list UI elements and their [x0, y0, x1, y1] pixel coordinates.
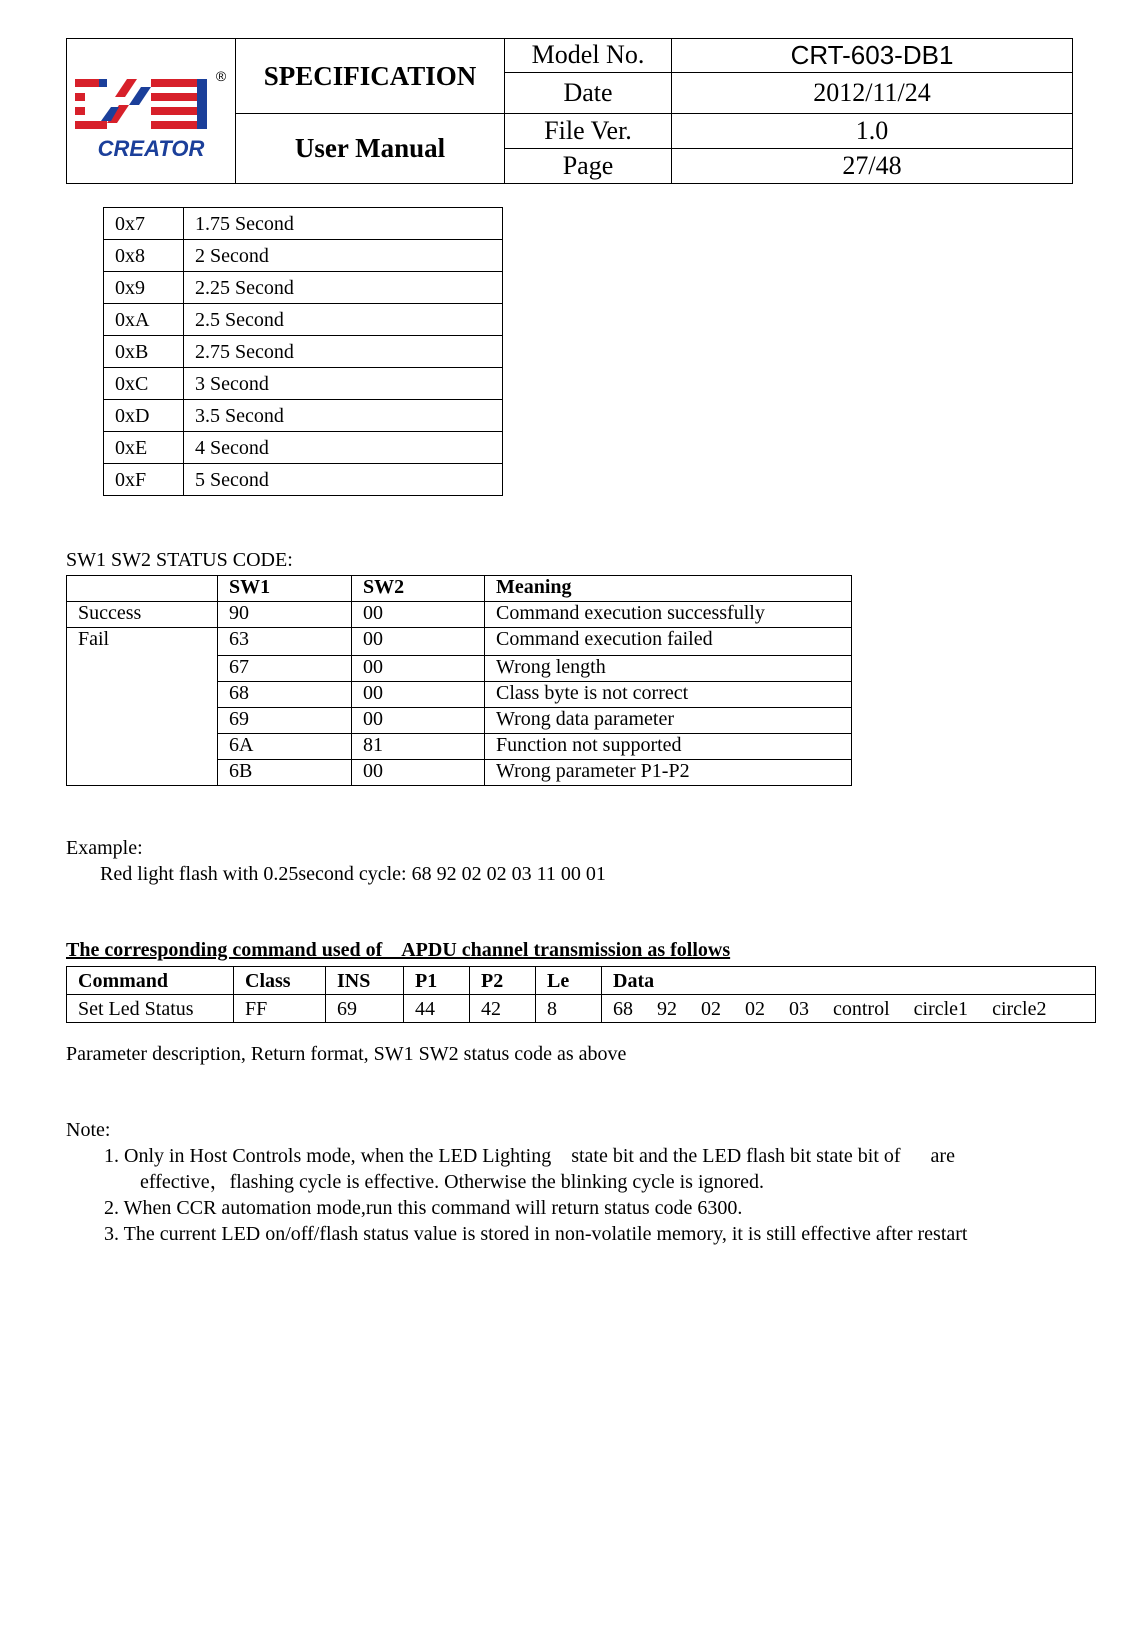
sw2-value: 00: [352, 602, 485, 628]
param-description: Parameter description, Return format, SW1 SW2 status code as above: [66, 1043, 627, 1065]
p1-value: 44: [404, 995, 470, 1023]
cycle-code: 0xC: [104, 368, 184, 400]
table-row: [104, 240, 503, 272]
cycle-code: 0xF: [104, 464, 184, 496]
column-header: Meaning: [485, 576, 852, 602]
data-byte: circle1: [913, 997, 969, 1020]
cycle-time: 5 Second: [184, 464, 503, 496]
table-header-row: [67, 576, 852, 602]
meaning-value: Class byte is not correct: [485, 682, 852, 708]
date-value: 2012/11/24: [672, 72, 1073, 113]
sw1-value: 67: [218, 656, 352, 682]
meaning-value: Command execution successfully: [485, 602, 852, 628]
class-value: FF: [234, 995, 326, 1023]
result-label: Fail: [67, 628, 218, 786]
sw1-value: 63: [218, 628, 352, 656]
sw2-value: 00: [352, 628, 485, 656]
column-header: SW2: [352, 576, 485, 602]
cycle-code: 0xB: [104, 336, 184, 368]
note-item: 3. The current LED on/off/flash status value is stored in non-volatile memory, it is still effective after restart: [104, 1223, 968, 1245]
data-byte: 92: [657, 997, 677, 1020]
note-item-continued: effective，flashing cycle is effective. Otherwise the blinking cycle is ignored.: [140, 1171, 765, 1193]
registered-mark: ®: [215, 67, 227, 84]
meaning-value: Command execution failed: [485, 628, 852, 656]
cycle-time: 2.75 Second: [184, 336, 503, 368]
company-logo: [67, 39, 236, 184]
cycle-code: 0xE: [104, 432, 184, 464]
cycle-time: 2.25 Second: [184, 272, 503, 304]
column-header: SW1: [218, 576, 352, 602]
page-label: Page: [505, 149, 672, 184]
meaning-value: Wrong length: [485, 656, 852, 682]
sw1-value: 90: [218, 602, 352, 628]
sw2-value: 00: [352, 656, 485, 682]
date-label: Date: [505, 72, 672, 113]
result-label: Success: [67, 602, 218, 628]
cycle-code: 0x7: [104, 208, 184, 240]
data-byte: 02: [745, 997, 765, 1020]
column-header: Class: [234, 967, 326, 995]
table-row: [67, 995, 1096, 1023]
sw1-value: 69: [218, 708, 352, 734]
file-ver-value: 1.0: [672, 114, 1073, 149]
sw1-value: 6A: [218, 734, 352, 760]
cycle-time: 1.75 Second: [184, 208, 503, 240]
table-row: [104, 208, 503, 240]
column-header: [67, 576, 218, 602]
ins-value: 69: [326, 995, 404, 1023]
model-no-value: CRT-603-DB1: [672, 39, 1073, 73]
column-header: INS: [326, 967, 404, 995]
flash-cycle-table: [103, 207, 503, 496]
data-byte: 03: [789, 997, 809, 1020]
page-value: 27/48: [672, 149, 1073, 184]
command-name: Set Led Status: [67, 995, 234, 1023]
spec-title: SPECIFICATION: [236, 39, 505, 114]
meaning-value: Wrong data parameter: [485, 708, 852, 734]
sw1-value: 68: [218, 682, 352, 708]
status-code-heading: SW1 SW2 STATUS CODE:: [66, 549, 293, 571]
column-header: Data: [602, 967, 1096, 995]
sw2-value: 00: [352, 760, 485, 786]
table-row: [104, 400, 503, 432]
cycle-code: 0x9: [104, 272, 184, 304]
table-row: [104, 368, 503, 400]
table-header-row: [67, 967, 1096, 995]
column-header: Le: [536, 967, 602, 995]
file-ver-label: File Ver.: [505, 114, 672, 149]
table-row: [104, 432, 503, 464]
cycle-time: 3.5 Second: [184, 400, 503, 432]
table-row: [104, 272, 503, 304]
column-header: Command: [67, 967, 234, 995]
sw2-value: 81: [352, 734, 485, 760]
sw2-value: 00: [352, 682, 485, 708]
p2-value: 42: [470, 995, 536, 1023]
data-byte: 02: [701, 997, 721, 1020]
note-item: 2. When CCR automation mode,run this command will return status code 6300.: [104, 1197, 743, 1219]
logo-wordmark: CREATOR: [97, 135, 205, 161]
model-no-label: Model No.: [505, 39, 672, 73]
data-byte: control: [833, 997, 890, 1020]
meaning-value: Function not supported: [485, 734, 852, 760]
cycle-time: 2.5 Second: [184, 304, 503, 336]
table-row: [67, 628, 852, 656]
example-label: Example:: [66, 837, 143, 859]
data-byte: 68: [613, 997, 633, 1020]
meaning-value: Wrong parameter P1-P2: [485, 760, 852, 786]
table-row: [104, 304, 503, 336]
command-heading: The corresponding command used of APDU channel transmission as follows: [66, 939, 731, 961]
sw2-value: 00: [352, 708, 485, 734]
data-byte: circle2: [992, 997, 1047, 1020]
le-value: 8: [536, 995, 602, 1023]
table-row: [104, 336, 503, 368]
table-row: [67, 602, 852, 628]
cycle-time: 2 Second: [184, 240, 503, 272]
table-row: [104, 464, 503, 496]
note-item: 1. Only in Host Controls mode, when the LED Lighting state bit and the LED flash bit state bit of are: [104, 1145, 955, 1167]
status-code-table: [66, 575, 852, 786]
example-text: Red light flash with 0.25second cycle: 68 92 02 02 03 11 00 01: [100, 863, 606, 885]
sw1-value: 6B: [218, 760, 352, 786]
manual-title: User Manual: [236, 114, 505, 184]
cycle-code: 0xD: [104, 400, 184, 432]
column-header: P2: [470, 967, 536, 995]
cycle-code: 0x8: [104, 240, 184, 272]
cycle-code: 0xA: [104, 304, 184, 336]
data-bytes: [602, 995, 1096, 1023]
column-header: P1: [404, 967, 470, 995]
cycle-time: 4 Second: [184, 432, 503, 464]
cycle-time: 3 Second: [184, 368, 503, 400]
note-label: Note:: [66, 1119, 111, 1141]
creator-logo-icon: [71, 49, 231, 169]
document-header: [66, 38, 1073, 184]
command-table: [66, 966, 1096, 1023]
